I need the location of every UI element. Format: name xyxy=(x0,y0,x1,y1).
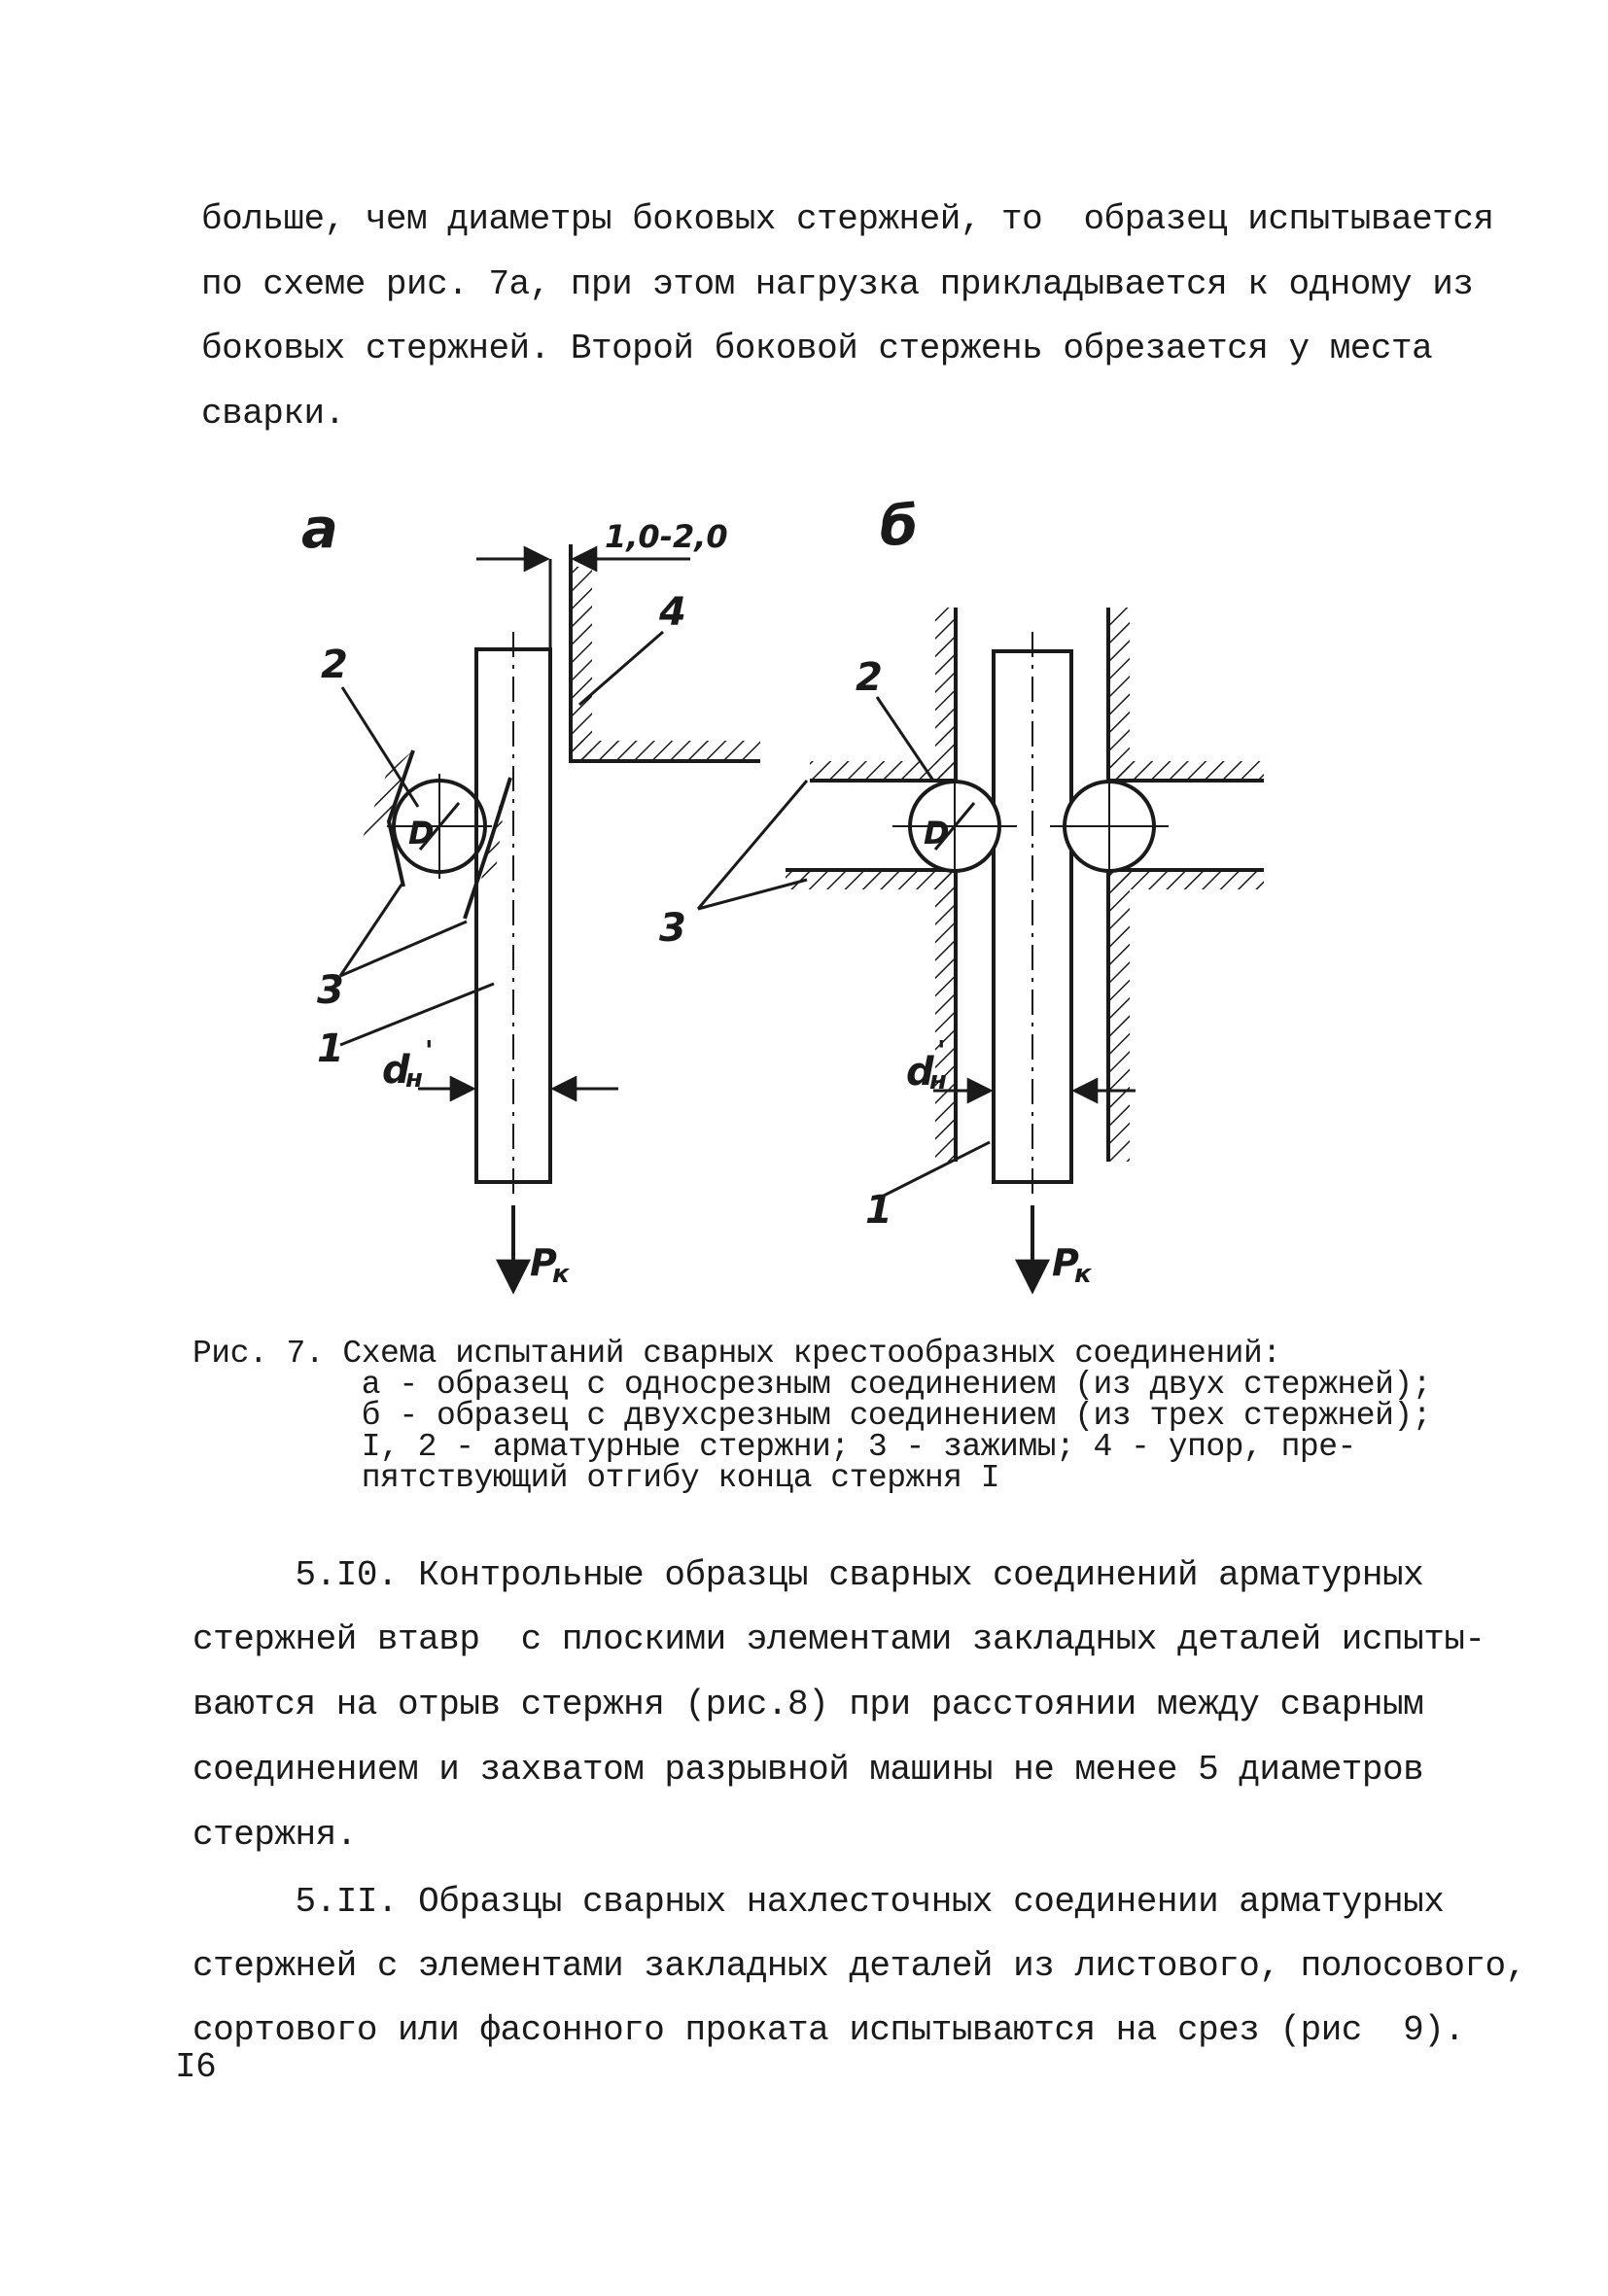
paragraph-line: соединением и захватом разрывной машины не менее 5 диаметров xyxy=(192,1750,1424,1790)
panel-a-dim-prime: ' xyxy=(425,1034,434,1066)
panel-a-load: P xyxy=(530,1241,557,1284)
paragraph-line: 5.I0. Контрольные образцы сварных соединений арматурных xyxy=(192,1555,1424,1595)
intro-line: боковых стержней. Второй боковой стержень обрезается у места xyxy=(201,329,1433,368)
panel-b-clamp-left-top-hatch xyxy=(935,608,957,781)
paragraph-line: 5.II. Образцы сварных нахлесточных соединении арматурных xyxy=(192,1882,1445,1922)
panel-b xyxy=(659,495,1264,1291)
panel-b-letter: б xyxy=(880,495,919,558)
panel-b-clamp-right-top xyxy=(1108,608,1264,781)
panel-b-load-sub: к xyxy=(1074,1260,1092,1289)
caption-line: а - образец с односрезным соединением (из двух стержней); xyxy=(192,1367,1432,1403)
panel-b-clamp-right-bottom xyxy=(1108,870,1264,1162)
panel-a-stop-hatch-horizontal xyxy=(571,741,760,762)
panel-b-callout-2: 2 xyxy=(856,655,883,700)
caption-line: б - образец с двухсрезным соединением (из трех стержней); xyxy=(192,1398,1432,1434)
panel-a-callout-2: 2 xyxy=(321,643,348,687)
panel-a-load-sub: к xyxy=(552,1260,570,1289)
panel-b-clamp-left-top xyxy=(810,608,956,781)
panel-b-dim-label: d xyxy=(906,1050,934,1095)
paragraph-line: стержня. xyxy=(192,1815,357,1855)
paragraph-line: стержней втавр с плоскими элементами закладных деталей испыты- xyxy=(192,1619,1486,1659)
panel-b-disk-label: D xyxy=(924,815,950,852)
paragraph-line: стержней с элементами закладных деталей из листового, полосового, xyxy=(192,1946,1526,1986)
panel-b-leader-3a xyxy=(698,781,807,909)
figure-7-diagram xyxy=(0,467,1608,1322)
intro-line: по схеме рис. 7а, при этом нагрузка прикладывается к одному из xyxy=(201,264,1474,304)
panel-a-dim-sub: н xyxy=(405,1064,423,1094)
panel-b-dim-prime: ' xyxy=(937,1034,946,1066)
panel-a-callout-3: 3 xyxy=(317,968,344,1013)
page-number: I6 xyxy=(175,2047,217,2087)
panel-b-clamp-right-bottom-hatch xyxy=(1108,870,1130,1162)
intro-line: сварки. xyxy=(201,394,345,434)
panel-b-clamp-left-bottom xyxy=(786,870,956,1162)
panel-a-callout-4: 4 xyxy=(659,590,686,635)
panel-b-dim-sub: н xyxy=(929,1066,947,1096)
caption-line: Рис. 7. Схема испытаний сварных крестообразных соединений: xyxy=(192,1336,1281,1372)
panel-a-callout-1: 1 xyxy=(317,1026,344,1071)
panel-b-leader-1 xyxy=(880,1142,990,1198)
panel-a xyxy=(301,498,760,1291)
panel-b-callout-1: 1 xyxy=(865,1188,892,1233)
intro-line: больше, чем диаметры боковых стержней, то образец испытывается xyxy=(201,199,1494,239)
panel-a-stop-hatch xyxy=(571,567,592,761)
panel-b-load: P xyxy=(1052,1241,1079,1284)
panel-a-clamp-right-edge xyxy=(465,778,510,919)
paragraph-line: сортового или фасонного проката испытываются на срез (рис 9). xyxy=(192,2010,1465,2050)
panel-a-letter: а xyxy=(301,498,338,561)
panel-b-clamp-right-top-hatch xyxy=(1108,761,1264,781)
panel-a-dim-label: d xyxy=(382,1048,410,1093)
panel-a-leader-2 xyxy=(342,687,418,807)
paragraph-line: ваются на отрыв стержня (рис.8) при расстоянии между сварным xyxy=(192,1685,1424,1724)
panel-a-leader-1 xyxy=(340,984,494,1045)
caption-line: пятствующий отгибу конца стержня I xyxy=(192,1460,1000,1496)
panel-a-disk-label: D xyxy=(408,815,435,852)
caption-line: I, 2 - арматурные стержни; 3 - зажимы; 4 - упор, пре- xyxy=(192,1429,1356,1465)
panel-b-leader-3b xyxy=(698,880,807,909)
panel-b-clamp-left-bottom-hatch xyxy=(786,870,956,889)
panel-b-clamp-right-bottom-hatch xyxy=(1108,870,1264,889)
panel-b-clamp-left-bottom-hatch xyxy=(935,870,957,1162)
panel-b-clamp-left-top-hatch xyxy=(810,761,956,781)
panel-b-clamp-right-top-hatch xyxy=(1108,608,1130,781)
panel-a-gap-dimension: 1,0-2,0 xyxy=(605,518,728,555)
panel-a-stop xyxy=(571,544,760,761)
panel-b-callout-3: 3 xyxy=(659,906,686,951)
